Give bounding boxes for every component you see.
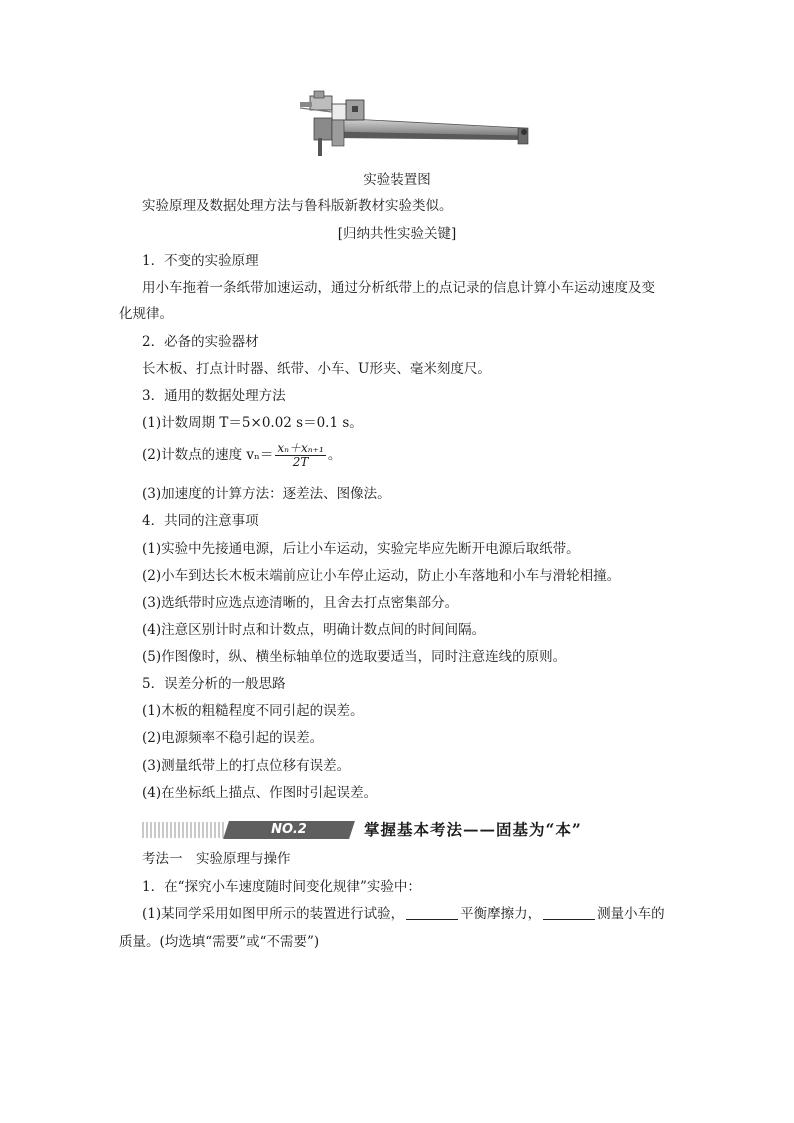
question-1: 1．在“探究小车速度随时间变化规律”实验中： — [142, 879, 421, 895]
s5-item-2: (2)电源频率不稳引起的误差。 — [142, 730, 324, 746]
question-1-1 — [142, 904, 665, 924]
s4-title: 4．共同的注意事项 — [142, 513, 259, 529]
banner-tag — [223, 821, 355, 839]
s4-item-2: (2)小车到达长木板末端前应让小车停止运动，防止小车落地和小车与滑轮相撞。 — [142, 568, 621, 584]
answer-blank-2[interactable] — [543, 905, 595, 920]
s3-item2-suffix: 。 — [327, 447, 342, 463]
banner-tag-text: NO.2 — [271, 822, 307, 837]
question-1-1-cont: 质量。(均选填“需要”或“不需要”) — [119, 934, 320, 950]
velocity-fraction — [275, 442, 325, 469]
s1-text-line1: 用小车拖着一条纸带加速运动，通过分析纸带上的点记录的信息计算小车运动速度及变 — [142, 280, 655, 296]
answer-blank-1[interactable] — [406, 905, 458, 920]
s1-text-line2: 化规律。 — [119, 306, 173, 322]
banner-stripes — [142, 822, 226, 838]
q1-1-part-b: 平衡摩擦力， — [460, 906, 542, 922]
fraction-numerator: xₙ＋xₙ₊₁ — [277, 441, 324, 455]
s3-item1: (1)计数周期 T＝5×0.02 s＝0.1 s。 — [142, 415, 363, 431]
s3-item3: (3)加速度的计算方法：逐差法、图像法。 — [142, 486, 391, 502]
s5-item-1: (1)木板的粗糙程度不同引起的误差。 — [142, 703, 364, 719]
s4-item-3: (3)选纸带时应选点迹清晰的，且舍去打点密集部分。 — [142, 595, 459, 611]
method1-title: 考法一 实验原理与操作 — [142, 851, 291, 867]
s5-title: 5．误差分析的一般思路 — [142, 676, 286, 692]
s2-title: 2．必备的实验器材 — [142, 334, 259, 350]
s3-title: 3．通用的数据处理方法 — [142, 388, 286, 404]
section-banner — [142, 819, 602, 841]
s2-text: 长木板、打点计时器、纸带、小车、U形夹、毫米刻度尺。 — [142, 361, 491, 377]
fraction-denominator: 2T — [292, 455, 309, 469]
intro-text: 实验原理及数据处理方法与鲁科版新教材实验类似。 — [142, 198, 453, 214]
banner-title: 掌握基本考法——固基为“本” — [364, 820, 582, 839]
s1-title: 1．不变的实验原理 — [142, 253, 259, 269]
s5-item-3: (3)测量纸带上的打点位移有误差。 — [142, 758, 351, 774]
s3-item2 — [142, 442, 341, 469]
s4-item-1: (1)实验中先接通电源，后让小车运动，实验完毕应先断开电源后取纸带。 — [142, 541, 580, 557]
s4-item-4: (4)注意区别计时点和计数点，明确计数点间的时间间隔。 — [142, 622, 486, 638]
s3-item2-prefix: (2)计数点的速度 vₙ＝ — [142, 447, 274, 463]
section-heading: [归纳共性实验关键] — [337, 226, 457, 242]
q1-1-part-c: 测量小车的 — [597, 906, 665, 922]
apparatus-figure — [292, 88, 540, 163]
q1-1-part-a: (1)某同学采用如图甲所示的装置进行试验， — [142, 906, 405, 922]
s5-item-4: (4)在坐标纸上描点、作图时引起误差。 — [142, 785, 378, 801]
figure-caption: 实验装置图 — [363, 172, 431, 188]
s4-item-5: (5)作图像时，纵、横坐标轴单位的选取要适当，同时注意连线的原则。 — [142, 649, 567, 665]
